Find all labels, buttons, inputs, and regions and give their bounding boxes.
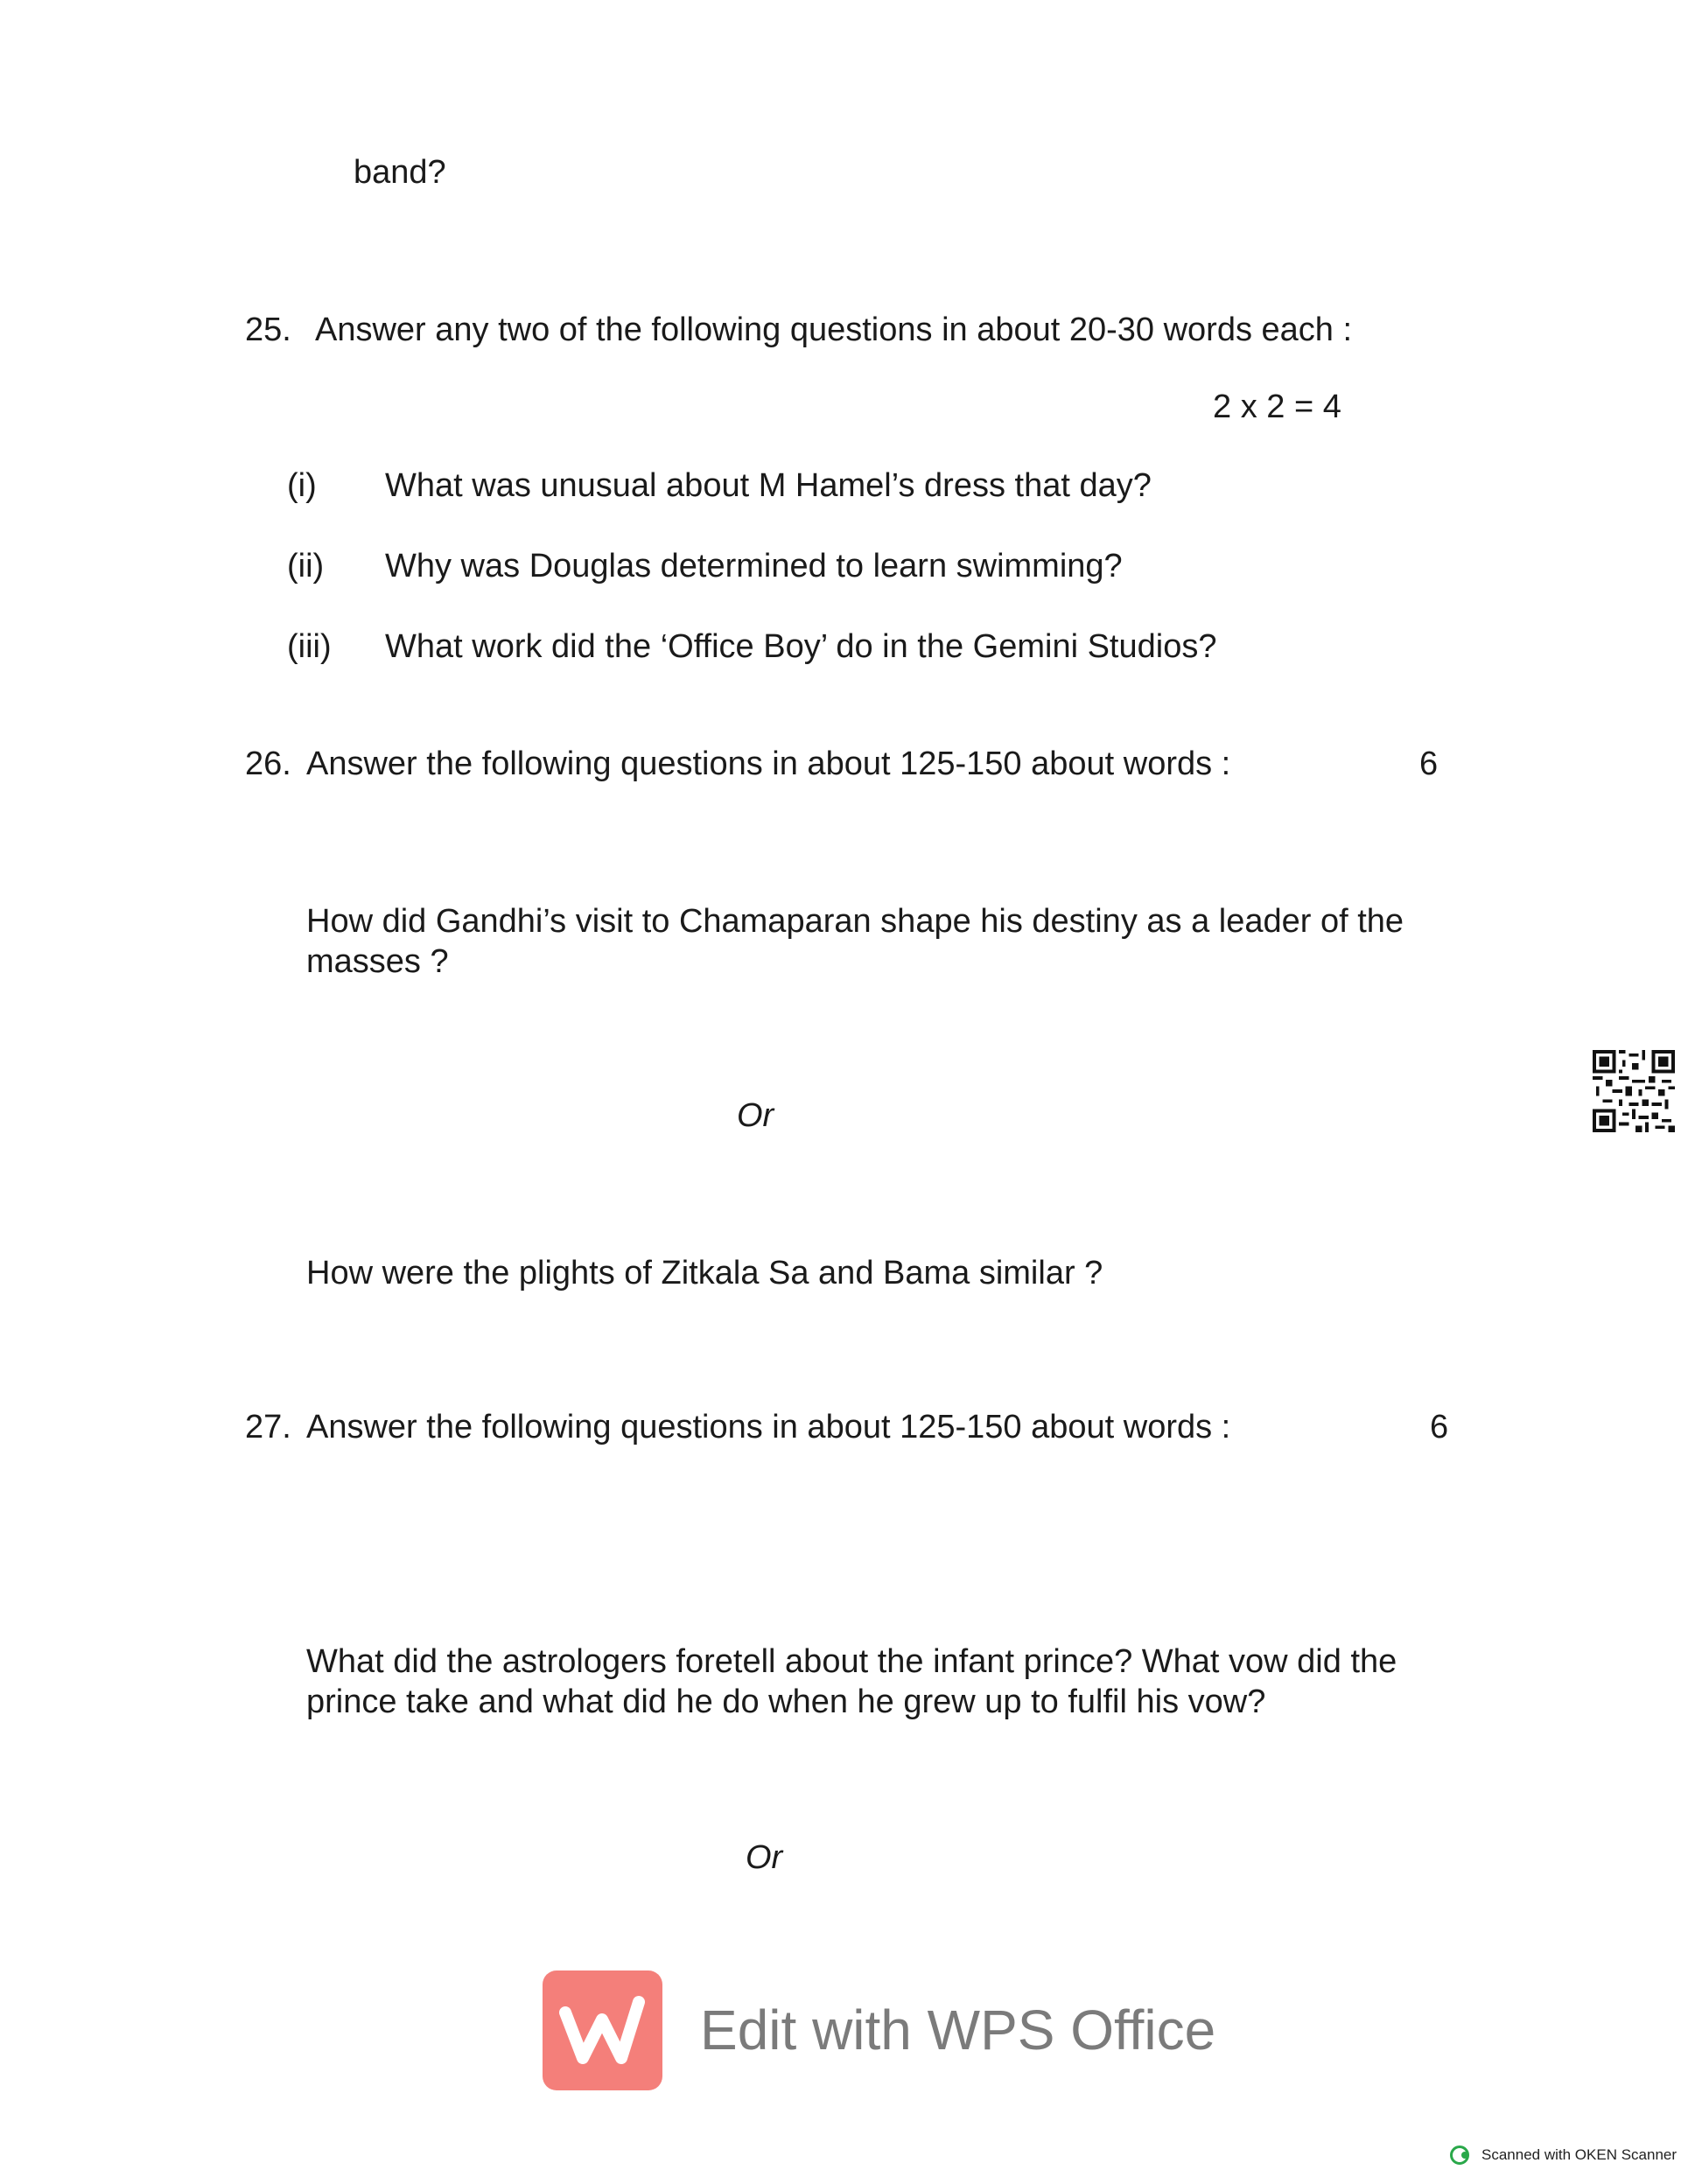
question-26-text: Answer the following questions in about 125-150 about words : [306,746,1231,782]
question-26-option-a: How did Gandhi’s visit to Chamaparan shape his destiny as a leader of the masses ? [306,903,1404,980]
question-25-text: Answer any two of the following questions in about 20-30 words each : [315,312,1353,348]
question-25-item-text: Why was Douglas determined to learn swimming? [385,548,1123,584]
question-25-item-text: What work did the ‘Office Boy’ do in the Gemini Studios? [385,628,1217,665]
question-27-number: 27. [245,1409,291,1446]
question-25-item-label: (ii) [287,548,325,584]
question-26-option-b: How were the plights of Zitkala Sa and Bama similar ? [306,1255,1103,1292]
question-27-option-a: What did the astrologers foretell about the infant prince? What vow did the prince take and what did he do when he grew up to fulfil his vow? [306,1643,1397,1720]
question-26-or: Or [737,1097,774,1134]
wps-watermark-text: Edit with WPS Office [700,1998,1216,2062]
question-25-marks: 2 x 2 = 4 [1213,388,1341,425]
question-25-item-label: (iii) [287,628,332,665]
question-25-item-label: (i) [287,467,317,504]
question-27-marks: 6 [1430,1409,1449,1446]
question-26-marks: 6 [1419,746,1439,782]
qr-code-icon [1593,1050,1675,1132]
oken-scanner-icon [1450,2146,1469,2165]
scanner-badge [1450,2144,1677,2166]
question-25-item-text: What was unusual about M Hamel’s dress that day? [385,467,1152,504]
continuation-text: band? [354,154,446,191]
question-26-number: 26. [245,746,291,782]
question-27-or: Or [746,1839,783,1876]
question-27-text: Answer the following questions in about 125-150 about words : [306,1409,1231,1446]
scanner-text: Scanned with OKEN Scanner [1481,2146,1677,2163]
wps-logo-icon [543,1970,662,2090]
question-25-number: 25. [245,312,291,348]
